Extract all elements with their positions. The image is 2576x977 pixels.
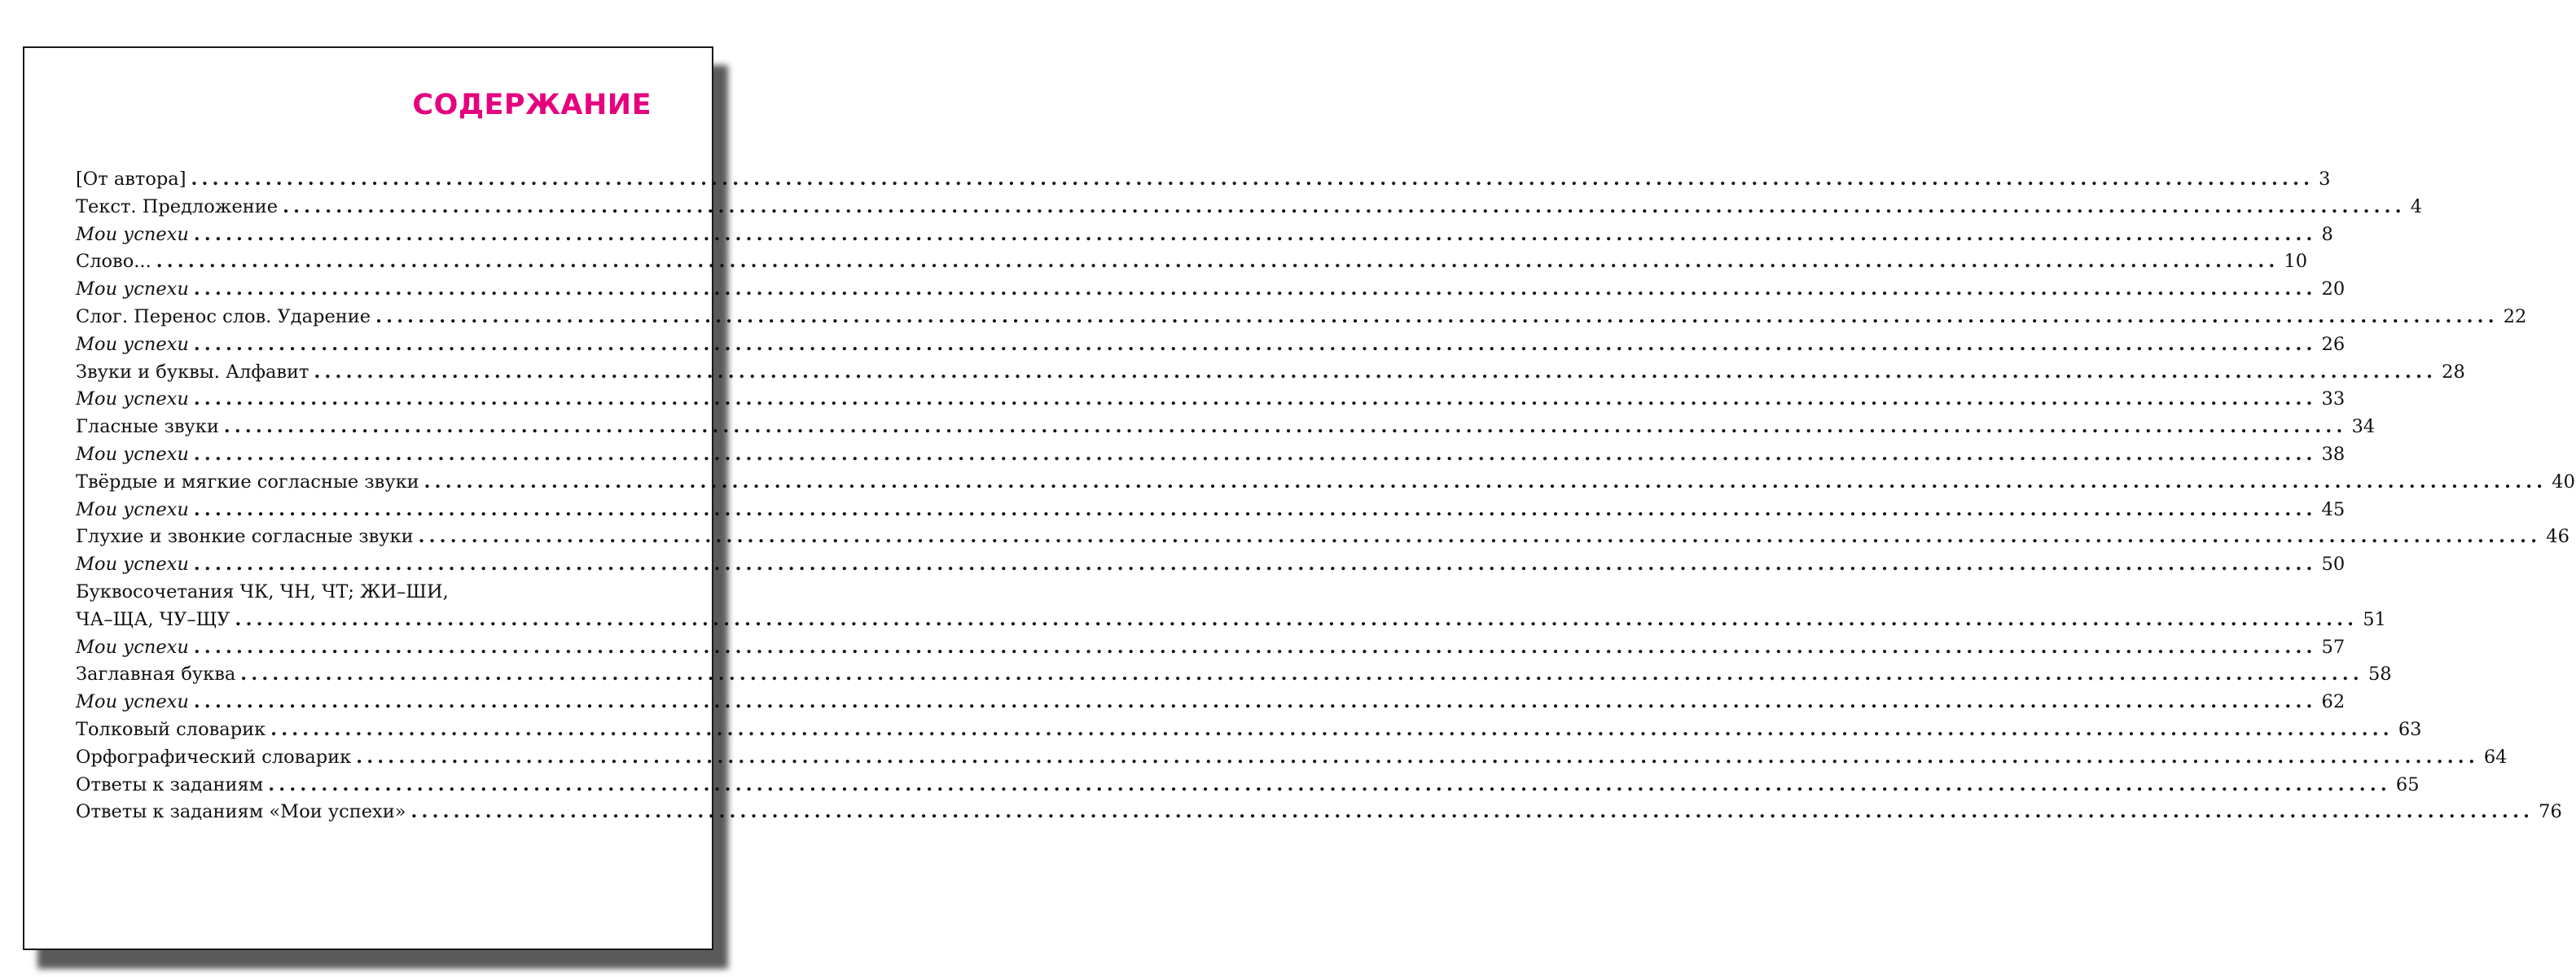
dot-leader: ........................................................................................................................................................................................................ [193, 443, 2317, 465]
toc-page-number: 26 [2321, 333, 2346, 355]
toc-entry-title: Орфографический словарик [76, 746, 352, 768]
dot-leader: ........................................................................................................................................................................................................ [193, 498, 2317, 520]
page-title: СОДЕРЖАНИЕ [412, 89, 652, 121]
toc-page-number: 51 [2363, 608, 2386, 630]
toc-page-number: 22 [2503, 305, 2527, 327]
toc-entry-title: Мои успехи [76, 223, 189, 245]
toc-entry-title: Глухие и звонкие согласные звуки [76, 526, 414, 548]
toc-page-number: 3 [2319, 169, 2331, 190]
toc-entry-title: Буквосочетания ЧК, ЧН, ЧТ; ЖИ–ШИ, [76, 581, 449, 602]
toc-entry-title: [От автора] [76, 169, 187, 190]
toc-entry-title: ЧА–ЩА, ЧУ–ЩУ [76, 608, 230, 630]
toc-page-number: 46 [2546, 526, 2569, 548]
toc-page-number: 58 [2368, 664, 2392, 686]
toc-entry [76, 359, 2465, 387]
toc-entry [76, 497, 2346, 524]
toc-entry-title: Мои успехи [76, 388, 189, 410]
dot-leader: ........................................................................................................................................................................................................ [156, 251, 2280, 273]
table-of-contents [76, 166, 2575, 826]
toc-entry [76, 304, 2527, 331]
toc-entry [76, 772, 2420, 800]
dot-leader: ........................................................................................................................................................................................................ [193, 278, 2317, 300]
dot-leader: ........................................................................................................................................................................................................ [193, 636, 2317, 658]
toc-page-number: 4 [2410, 195, 2423, 217]
dot-leader: ........................................................................................................................................................................................................ [375, 305, 2499, 327]
toc-entry [76, 441, 2346, 469]
dot-leader: ........................................................................................................................................................................................................ [223, 416, 2347, 438]
toc-page-number: 10 [2284, 251, 2308, 273]
dot-leader: ........................................................................................................................................................................................................ [270, 718, 2394, 740]
toc-page-number: 76 [2539, 801, 2562, 823]
dot-leader: ........................................................................................................................................................................................................ [193, 388, 2317, 410]
toc-page-number: 33 [2321, 388, 2346, 410]
toc-entry-title: Мои успехи [76, 636, 189, 658]
dot-leader: ........................................................................................................................................................................................................ [193, 691, 2317, 713]
toc-entry-title: Гласные звуки [76, 416, 219, 438]
toc-entry [76, 661, 2392, 689]
toc-entry-title: Толковый словарик [76, 718, 266, 740]
toc-entry-title: Слово... [76, 251, 151, 273]
toc-entry-title: Мои успехи [76, 443, 189, 465]
toc-page-number: 57 [2321, 636, 2346, 658]
toc-entry-title: Мои успехи [76, 554, 189, 576]
dot-leader: ........................................................................................................................................................................................................ [193, 333, 2317, 355]
toc-entry [76, 331, 2346, 359]
toc-entry [76, 579, 651, 607]
toc-entry [76, 744, 2508, 772]
dot-leader: ........................................................................................................................................................................................................ [356, 746, 2479, 768]
toc-entry [76, 194, 2423, 221]
toc-entry-title: Заглавная буква [76, 664, 236, 686]
dot-leader: ........................................................................................................................................................................................................ [193, 223, 2317, 245]
dot-leader: ........................................................................................................................................................................................................ [314, 361, 2438, 383]
toc-entry-title: Мои успехи [76, 278, 189, 300]
toc-page-number: 50 [2321, 554, 2346, 576]
toc-page-number: 63 [2398, 718, 2422, 740]
toc-page-number: 28 [2442, 361, 2465, 383]
toc-page-number: 62 [2321, 691, 2346, 713]
dot-leader: ........................................................................................................................................................................................................ [240, 664, 2363, 686]
toc-entry [76, 689, 2346, 716]
toc-entry-title: Мои успехи [76, 333, 189, 355]
toc-entry [76, 221, 2333, 249]
toc-entry-title: Ответы к заданиям [76, 773, 264, 795]
dot-leader: ........................................................................................................................................................................................................ [283, 195, 2406, 217]
toc-entry [76, 716, 2422, 744]
toc-entry [76, 469, 2575, 497]
toc-entry [76, 524, 2569, 551]
toc-page-number: 20 [2321, 278, 2346, 300]
dot-leader: ........................................................................................................................................................................................................ [423, 471, 2547, 493]
toc-entry [76, 276, 2346, 304]
toc-entry [76, 607, 2386, 634]
toc-entry-title: Твёрдые и мягкие согласные звуки [76, 471, 419, 493]
toc-entry [76, 799, 2562, 826]
toc-entry [76, 551, 2346, 579]
toc-entry [76, 634, 2346, 662]
dot-leader: ........................................................................................................................................................................................................ [410, 801, 2534, 823]
toc-page-number: 38 [2321, 443, 2346, 465]
dot-leader: ........................................................................................................................................................................................................ [191, 169, 2315, 190]
toc-entry [76, 248, 2308, 276]
book-page [23, 46, 2575, 950]
toc-entry [76, 414, 2376, 441]
dot-leader: ........................................................................................................................................................................................................ [418, 526, 2542, 548]
toc-entry-title: Ответы к заданиям «Мои успехи» [76, 801, 406, 823]
toc-page-number: 64 [2483, 746, 2508, 768]
toc-entry [76, 166, 2331, 194]
toc-page-number: 45 [2321, 498, 2346, 520]
dot-leader: ........................................................................................................................................................................................................ [193, 554, 2317, 576]
toc-page-number: 65 [2395, 773, 2420, 795]
dot-leader: ........................................................................................................................................................................................................ [235, 608, 2359, 630]
dot-leader: ........................................................................................................................................................................................................ [268, 773, 2391, 795]
toc-entry-title: Мои успехи [76, 498, 189, 520]
toc-entry-title: Мои успехи [76, 691, 189, 713]
toc-entry-title: Текст. Предложение [76, 195, 279, 217]
toc-entry-title: Слог. Перенос слов. Ударение [76, 305, 371, 327]
toc-page-number: 8 [2321, 223, 2333, 245]
toc-entry [76, 386, 2346, 414]
toc-page-number: 40 [2552, 471, 2575, 493]
toc-page-number: 34 [2351, 416, 2376, 438]
toc-entry-title: Звуки и буквы. Алфавит [76, 361, 309, 383]
